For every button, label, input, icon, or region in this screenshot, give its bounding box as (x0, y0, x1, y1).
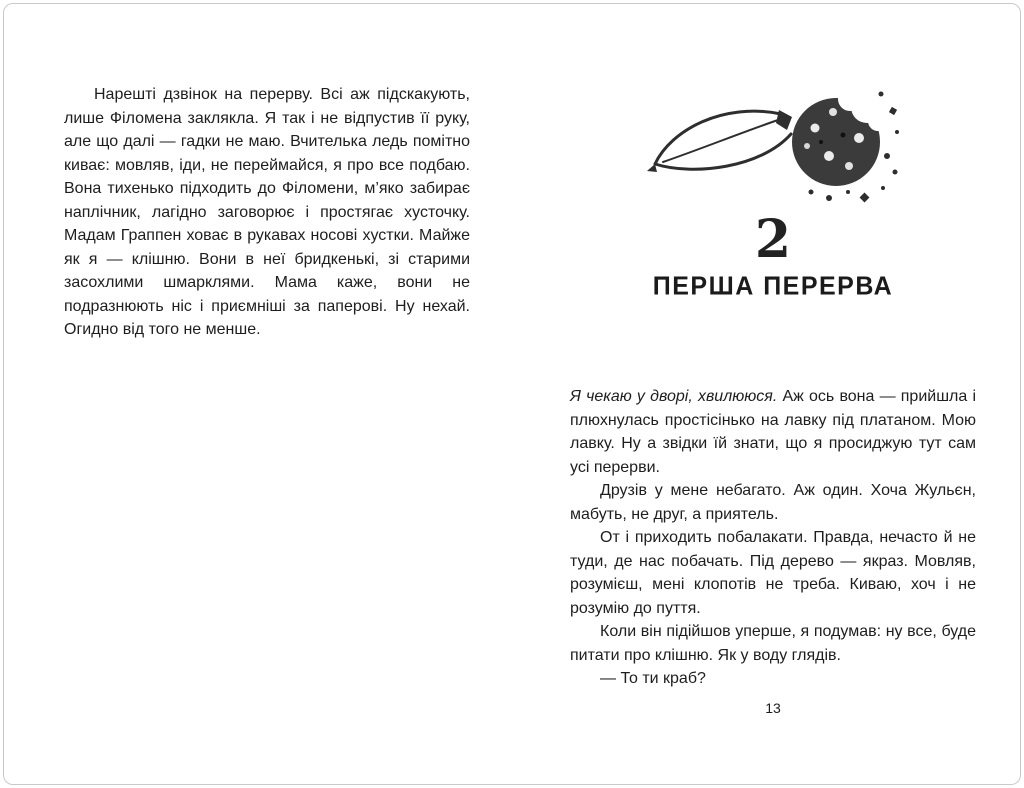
banana-stem (776, 110, 792, 130)
chapter-header (570, 80, 976, 301)
banana-icon (655, 111, 791, 169)
cookie-icon (792, 87, 888, 186)
chapter-number: 2 (754, 209, 792, 270)
page-number: 13 (765, 700, 781, 716)
opening-lead-italic: Я чекаю у дворі, хвилююся. (570, 388, 778, 405)
chapter-illustration (643, 80, 903, 205)
body-paragraph: Друзів у мене небагато. Аж один. Хоча Жульєн, мабуть, не друг, а приятель. (570, 482, 976, 523)
right-page-text (570, 385, 976, 691)
body-paragraph: От і приходить побалакати. Правда, нечасто й не туди, де нас побачать. Під дерево — якраз. Мовляв, розумієш, мені клопотів не треба. Киваю, хоч і не розумію до пуття. (570, 529, 976, 617)
chapter-title: ПЕРША ПЕРЕРВА (652, 271, 894, 301)
opening-paragraph (570, 385, 976, 479)
left-page-text (64, 83, 470, 342)
opening-rest: Аж ось вона — прийшла і плюхнулась простісінько на лавку під платаном. Мою лавку. Ну а звідки їй знати, що я просиджую тут сам усі перерви. (570, 388, 977, 476)
left-page-paragraph: Нарешті дзвінок на перерву. Всі аж підскакують, лише Філомена заклякла. Я так і не відпустив її руку, але що далі — гадки не маю. Вчителька ледь помітно киває: мовляв, іди, не переймайся, я про все подбаю. Вона тихенько підходить до Філомени, м’яко забирає наплічник, лагідно заговорює і простягає хусточку. Мадам Граппен ховає в рукавах носові хустки. Майже як я — клішню. Вони в неї бридкенькі, зі старими засохлими шмарклями. Мама каже, вони не подразнюють ніс і приємніші за паперові. Ну нехай. Огидно від того не менше. (64, 86, 470, 338)
dialogue-line: — То ти краб? (600, 670, 706, 687)
body-paragraph: Коли він підійшов уперше, я подумав: ну все, буде питати про клішню. Як у воду глядів. (570, 623, 976, 664)
